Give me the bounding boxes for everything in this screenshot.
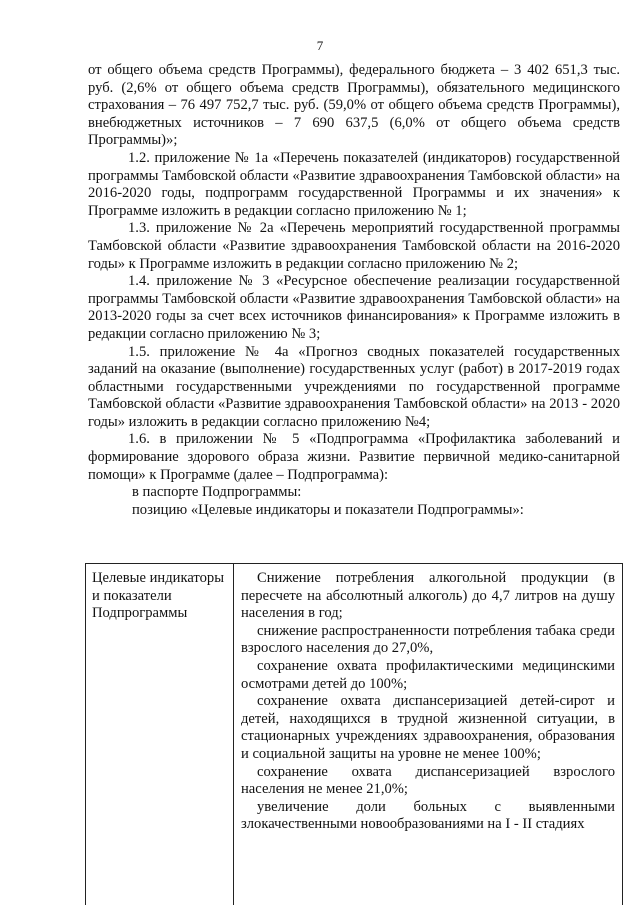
paragraph-item-1-5: 1.5. приложение № 4а «Прогноз сводных показателей государственных заданий на оказание (выполнение) государственных услуг (работ) в 2017-2019 годах областными государственными учреждениями по государственной программе Тамбовской области «Развитие здравоохранения Тамбовской области» на 2013 - 2020 годы» изложить в редакции согласно приложению №4; <box>88 343 620 430</box>
left-cell-line: Целевые индикаторы <box>92 570 225 586</box>
indicator-item: снижение распространенности потребления табака среди взрослого населения до 27,0%, <box>241 622 615 657</box>
paragraph-item-1-3: 1.3. приложение № 2а «Перечень мероприятий государственной программы Тамбовской области «Развитие здравоохранения Тамбовской области на 2016-2020 годы» к Программе изложить в редакции согласно приложению № 2; <box>88 220 620 272</box>
body-text <box>88 62 620 519</box>
indicator-item: Снижение потребления алкогольной продукции (в пересчете на абсолютный алкоголь) до 4,7 литров на душу населения в год; <box>241 570 615 622</box>
left-cell-line: Подпрограммы <box>92 605 188 622</box>
paragraph-passport: в паспорте Подпрограммы: <box>132 484 302 501</box>
left-cell-line: и показатели <box>92 587 172 604</box>
table-right-cell <box>235 564 622 834</box>
table-left-cell <box>86 564 234 905</box>
paragraph-item-1-2: 1.2. приложение № 1а «Перечень показателей (индикаторов) государственной программы Тамбовской области «Развитие здравоохранения Тамбовской области» на 2016-2020 годы, подпрограмм государственной Программы и их значения» к Программе изложить в редакции согласно приложению № 1; <box>88 149 620 219</box>
indicators-table <box>85 563 623 905</box>
indicator-item: сохранение охвата диспансеризацией взрослого населения не менее 21,0%; <box>241 763 615 798</box>
page-number: 7 <box>316 38 324 53</box>
indicator-item: сохранение охвата профилактическими медицинскими осмотрами детей до 100%; <box>241 657 615 692</box>
indicator-item: увеличение доли больных с выявленными злокачественными новообразованиями на I - II стадиях <box>241 798 615 833</box>
indicator-item: сохранение охвата диспансеризацией детей-сирот и детей, находящихся в трудной жизненной ситуации, в стационарных учреждениях здравоохранения, образования и социальной защиты на уровне не менее 100%; <box>241 693 615 762</box>
paragraph-budget-continuation: от общего объема средств Программы), федерального бюджета – 3 402 651,3 тыс. руб. (2,6% от общего объема средств Программы), обязательного медицинского страхования – 76 497 752,7 тыс. руб. (59,0% от общего объема средств Программы), внебюджетных источников – 7 690 637,5 (6,0% от общего объема средств Программы)»; <box>88 62 620 149</box>
paragraph-item-1-6: 1.6. в приложении № 5 «Подпрограмма «Профилактика заболеваний и формирование здорового образа жизни. Развитие первичной медико-санитарной помощи» к Программе (далее – Подпрограмма): <box>88 431 620 483</box>
paragraph-item-1-4: 1.4. приложение № 3 «Ресурсное обеспечение реализации государственной программы Тамбовской области «Развитие здравоохранения Тамбовской области» на 2013-2020 годы за счет всех источников финансирования» к Программе изложить в редакции согласно приложению № 3; <box>88 273 620 342</box>
paragraph-position: позицию «Целевые индикаторы и показатели Подпрограммы»: <box>132 501 524 518</box>
